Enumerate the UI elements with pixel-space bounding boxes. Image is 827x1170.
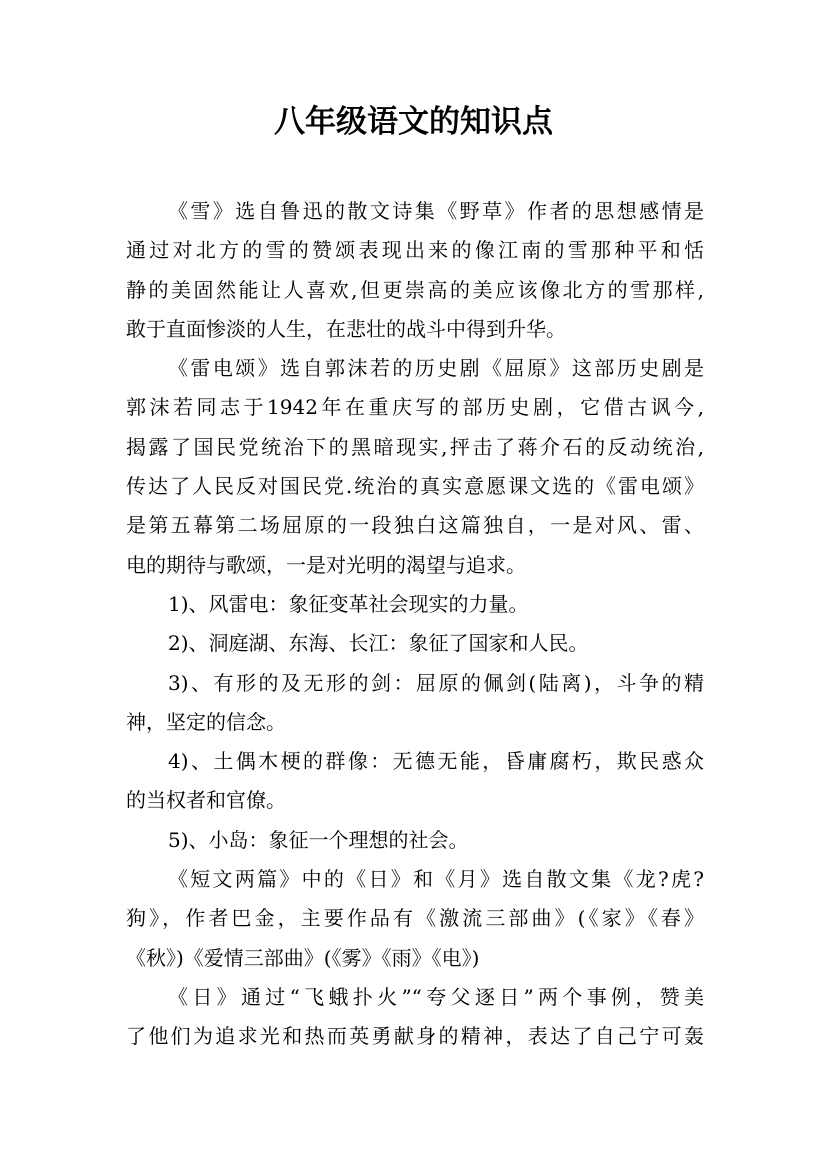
text-line: 2)、洞庭湖、东海、长江：象征了国家和人民。 <box>168 631 589 656</box>
text-line: 3)、有形的及无形的剑：屈原的佩剑(陆离)，斗争的精 <box>168 670 704 695</box>
text-line: 了他们为追求光和热而英勇献身的精神，表达了自己宁可轰 <box>126 1024 704 1049</box>
text-line: 静的美固然能让人喜欢,但更崇高的美应该像北方的雪那样, <box>126 277 704 302</box>
text-line: 是第五幕第二场屈原的一段独白这篇独自，一是对风、雷、 <box>126 513 704 538</box>
document-title: 八年级语文的知识点 <box>274 104 553 140</box>
text-line: 神，坚定的信念。 <box>126 709 286 734</box>
text-line: 狗》，作者巴金，主要作品有《激流三部曲》(《家》《春》 <box>126 906 704 931</box>
text-line: 《雪》选自鲁迅的散文诗集《野草》作者的思想感情是 <box>168 199 704 223</box>
text-line: 传达了人民反对国民党.统治的真实意愿课文选的《雷电颂》 <box>126 474 704 499</box>
text-line: 《秋》)《爱情三部曲》(《雾》《雨》《电》) <box>126 945 480 970</box>
text-line: 通过对北方的雪的赞颂表现出来的像江南的雪那种平和恬 <box>126 238 704 263</box>
text-line: 《短文两篇》中的《日》和《月》选自散文集《龙?虎? <box>168 867 704 892</box>
text-line: 《雷电颂》选自郭沫若的历史剧《屈原》这部历史剧是 <box>168 356 704 381</box>
text-line: 1)、风雷电：象征变革社会现实的力量。 <box>168 591 529 616</box>
text-line: 郭沫若同志于1942年在重庆写的部历史剧，它借古讽今, <box>126 395 704 420</box>
text-line: 4)、土偶木梗的群像：无德无能，昏庸腐朽，欺民惑众 <box>168 749 704 774</box>
text-line: 5)、小岛：象征一个理想的社会。 <box>168 827 469 852</box>
text-line: 的当权者和官僚。 <box>126 788 286 813</box>
text-line: 敢于直面惨淡的人生，在悲壮的战斗中得到升华。 <box>126 316 566 341</box>
text-line: 揭露了国民党统治下的黑暗现实,抨击了蒋介石的反动统治, <box>126 434 704 459</box>
text-line: 电的期待与歌颂，一是对光明的渴望与追求。 <box>126 552 526 577</box>
text-line: 《日》通过“飞蛾扑火”“夸父逐日”两个事例，赞美 <box>168 984 704 1009</box>
document-body <box>126 192 704 1057</box>
